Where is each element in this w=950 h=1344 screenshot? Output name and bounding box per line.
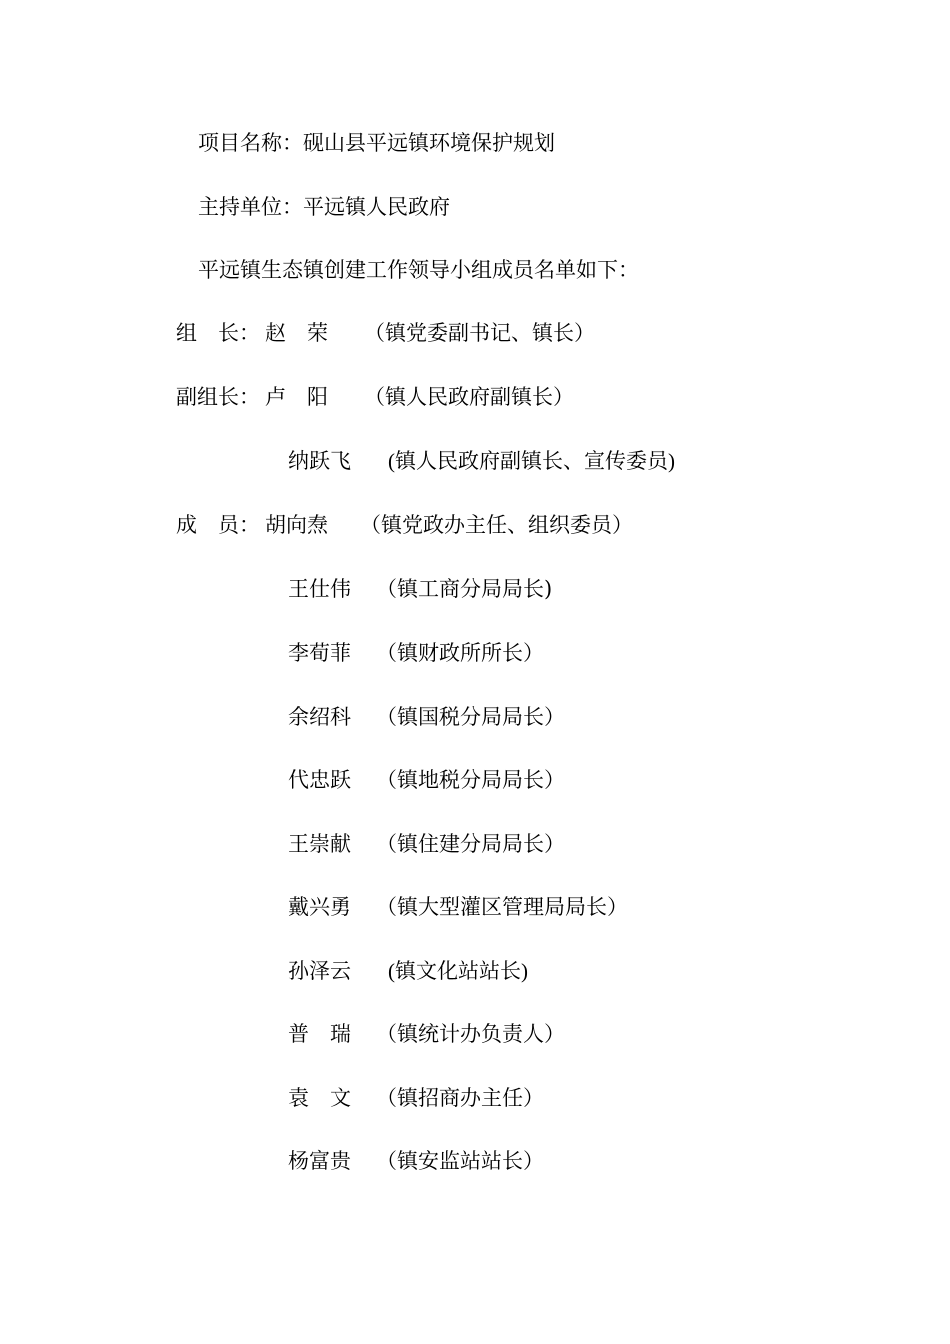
member-name: 胡向焘 — [265, 513, 328, 537]
project-name-line: 项目名称：砚山县平远镇环境保护规划 — [198, 131, 555, 155]
member-title: （镇党政办主任、组织委员） — [360, 513, 633, 537]
deputy-name: 纳跃飞 — [288, 449, 351, 473]
member-title: （镇住建分局局长） — [376, 832, 565, 856]
member-title: （镇国税分局局长） — [376, 705, 565, 729]
members-role-label: 成 员： — [176, 513, 260, 537]
member-title: （镇招商办主任） — [376, 1086, 544, 1110]
member-name: 李荀菲 — [288, 641, 351, 665]
group-intro-line: 平远镇生态镇创建工作领导小组成员名单如下： — [198, 258, 639, 282]
member-title: （镇地税分局局长） — [376, 768, 565, 792]
deputy-role-label: 副组长： — [176, 385, 260, 409]
leader-name: 赵 荣 — [265, 321, 328, 345]
member-title: （镇统计办负责人） — [376, 1022, 565, 1046]
member-name: 代忠跃 — [288, 768, 351, 792]
member-name: 孙泽云 — [288, 959, 351, 983]
member-name: 普 瑞 — [288, 1022, 351, 1046]
role-label: 组 长： — [176, 321, 260, 345]
deputy-title: (镇人民政府副镇长、宣传委员) — [388, 449, 675, 473]
member-title: （镇大型灌区管理局局长） — [376, 895, 628, 919]
leader-title: （镇党委副书记、镇长） — [364, 321, 595, 345]
leader-row — [176, 320, 260, 346]
member-name: 戴兴勇 — [288, 895, 351, 919]
deputy-name: 卢 阳 — [265, 385, 328, 409]
member-name: 袁 文 — [288, 1086, 351, 1110]
member-name: 王崇献 — [288, 832, 351, 856]
deputy-title: （镇人民政府副镇长） — [364, 385, 574, 409]
host-unit-line: 主持单位：平远镇人民政府 — [198, 195, 450, 219]
member-name: 王仕伟 — [288, 577, 351, 601]
member-title: （镇安监站站长） — [376, 1149, 544, 1173]
member-name: 杨富贵 — [288, 1149, 351, 1173]
member-title: （镇工商分局局长) — [376, 577, 553, 601]
member-title: （镇财政所所长） — [376, 641, 544, 665]
member-name: 余绍科 — [288, 705, 351, 729]
member-title: (镇文化站站长) — [388, 959, 528, 983]
